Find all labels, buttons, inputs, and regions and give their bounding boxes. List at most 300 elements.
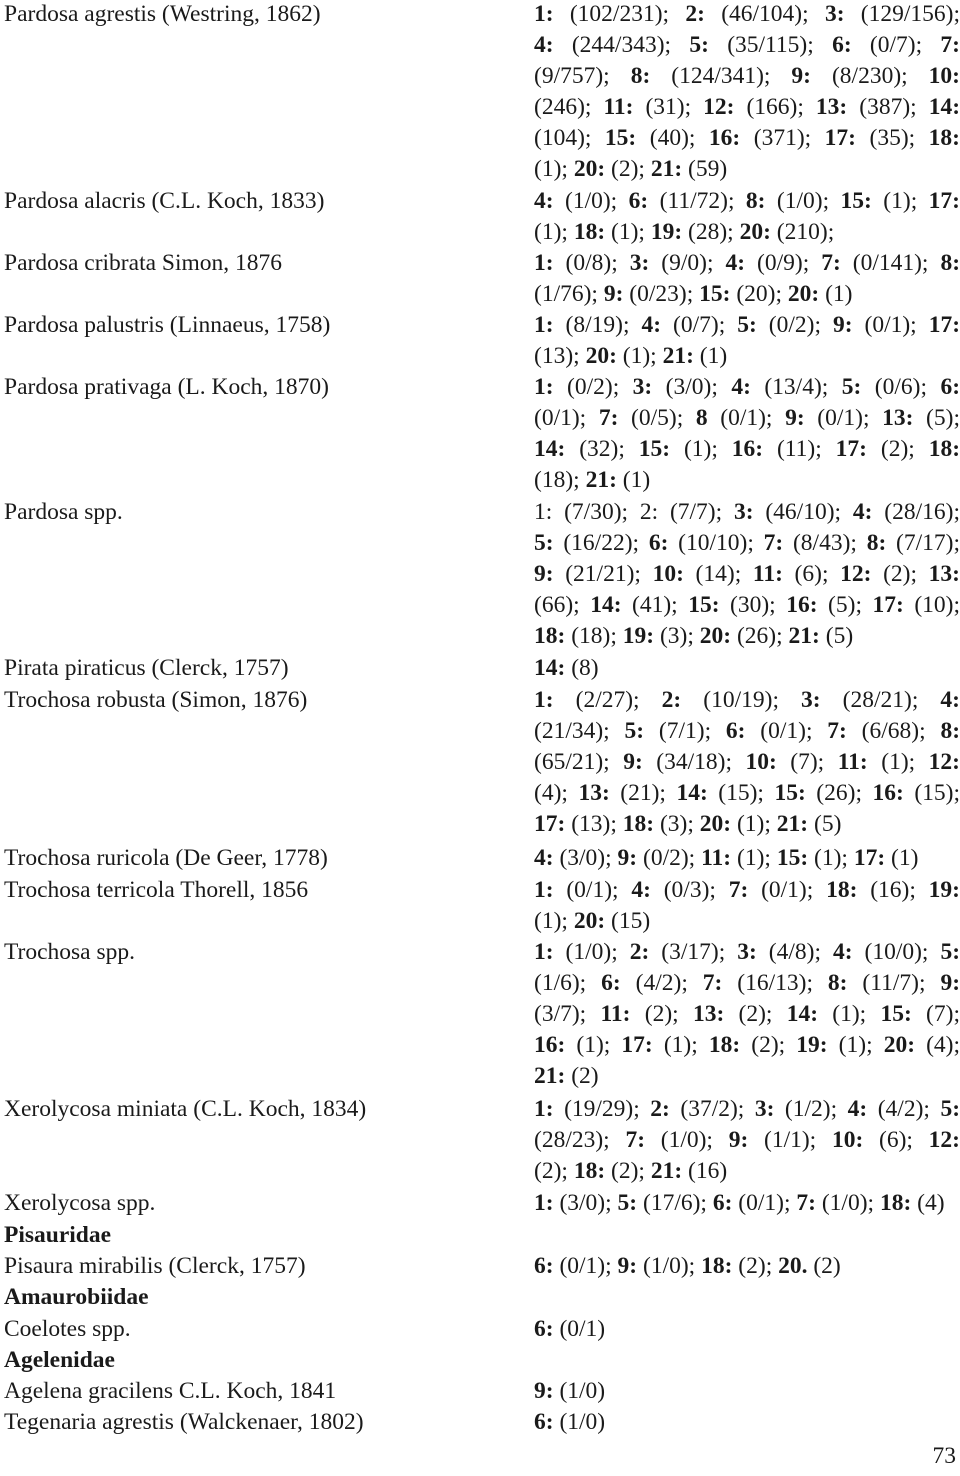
count-value: (0/1); bbox=[707, 405, 786, 431]
site-number: 20. bbox=[778, 1253, 808, 1279]
site-counts bbox=[534, 1407, 960, 1438]
site-number: 17: bbox=[621, 1032, 653, 1058]
site-number: 5: bbox=[624, 718, 645, 744]
site-number: 9: bbox=[617, 1253, 638, 1279]
site-counts-line bbox=[534, 747, 960, 778]
site-counts-line bbox=[534, 809, 960, 840]
site-counts-line bbox=[534, 906, 960, 937]
count-value: (0/6); bbox=[861, 374, 941, 400]
site-counts-line bbox=[534, 653, 960, 684]
count-value: (6); bbox=[863, 1127, 929, 1153]
site-counts-line bbox=[534, 497, 960, 528]
site-counts-line bbox=[534, 1188, 960, 1219]
site-counts-line bbox=[534, 875, 960, 906]
count-value: (21/34); bbox=[534, 718, 625, 744]
site-number: 15: bbox=[840, 188, 872, 214]
site-number: 5: bbox=[689, 32, 709, 58]
count-value: (34/18); bbox=[642, 749, 746, 775]
count-value: (13/4); bbox=[750, 374, 842, 400]
site-number: 8: bbox=[940, 718, 960, 744]
count-value: (0/141); bbox=[840, 250, 941, 276]
site-number: 11: bbox=[752, 561, 783, 587]
site-counts bbox=[534, 1376, 960, 1407]
site-number: 16: bbox=[872, 780, 904, 806]
site-number: 13: bbox=[578, 780, 610, 806]
species-row bbox=[4, 843, 960, 874]
species-row bbox=[4, 1407, 960, 1438]
count-value: (0/2); bbox=[553, 374, 633, 400]
site-number: 18: bbox=[534, 623, 566, 649]
species-row bbox=[4, 1188, 960, 1219]
site-number: 2: bbox=[661, 687, 682, 713]
count-value: (28/16); bbox=[872, 499, 960, 525]
count-value: (210); bbox=[770, 219, 835, 245]
site-number: 17: bbox=[534, 811, 566, 837]
site-number: 10: bbox=[831, 1127, 864, 1153]
count-value: (10/19); bbox=[681, 687, 802, 713]
site-number: 4: bbox=[725, 250, 746, 276]
site-number: 20: bbox=[739, 219, 771, 245]
species-row bbox=[4, 685, 960, 840]
site-number: 4: bbox=[832, 939, 853, 965]
count-value: (40); bbox=[636, 125, 709, 151]
count-value: (0/2); bbox=[756, 312, 833, 338]
family-heading-row bbox=[4, 1220, 960, 1251]
site-counts bbox=[534, 0, 960, 185]
site-number: 7: bbox=[796, 1190, 816, 1216]
count-value: (9/757); bbox=[534, 63, 631, 89]
species-row bbox=[4, 1094, 960, 1187]
site-counts-line bbox=[534, 716, 960, 747]
count-value: (166); bbox=[734, 94, 816, 120]
count-value: (1) bbox=[819, 281, 853, 307]
species-row bbox=[4, 186, 960, 248]
site-number: 19: bbox=[650, 219, 683, 245]
count-value: (15); bbox=[707, 780, 775, 806]
species-name: Tegenaria agrestis (Walckenaer, 1802) bbox=[4, 1409, 364, 1435]
count-value: (2); bbox=[871, 561, 929, 587]
count-value: (1) bbox=[693, 343, 728, 369]
site-counts-line bbox=[534, 621, 960, 652]
count-value: (19/29); bbox=[553, 1096, 651, 1122]
page-number: 73 bbox=[932, 1443, 956, 1469]
site-counts-line bbox=[534, 248, 960, 279]
site-number: 9: bbox=[617, 845, 638, 871]
site-number: 21: bbox=[534, 1063, 566, 1089]
site-number: 11: bbox=[837, 749, 868, 775]
site-number: 7: bbox=[598, 405, 619, 431]
count-value: (1/2); bbox=[774, 1096, 848, 1122]
site-number: 4: bbox=[534, 845, 554, 871]
species-row bbox=[4, 372, 960, 496]
site-number: 9: bbox=[728, 1127, 749, 1153]
count-value: (1); bbox=[731, 845, 777, 871]
site-number: 9: bbox=[534, 561, 554, 587]
site-number: 9: bbox=[623, 749, 643, 775]
site-number: 16: bbox=[534, 1032, 566, 1058]
site-number: 5: bbox=[737, 312, 757, 338]
site-number: 10: bbox=[745, 749, 777, 775]
site-number: 1: bbox=[534, 939, 554, 965]
count-value: (1) bbox=[616, 467, 651, 493]
count-value: (2); bbox=[724, 1001, 787, 1027]
site-counts bbox=[534, 875, 960, 937]
species-name: Xerolycosa spp. bbox=[4, 1190, 156, 1216]
site-number: 15: bbox=[776, 845, 809, 871]
species-name: Pardosa spp. bbox=[4, 499, 123, 525]
site-number: 19: bbox=[796, 1032, 828, 1058]
count-value: (129/156); bbox=[844, 1, 960, 27]
count-value: (7); bbox=[911, 1001, 960, 1027]
site-counts bbox=[534, 1094, 960, 1187]
count-value: (65/21); bbox=[534, 749, 624, 775]
site-number: 18: bbox=[826, 877, 858, 903]
count-value: (10/0); bbox=[852, 939, 941, 965]
site-number: 4: bbox=[731, 374, 751, 400]
count-value: (1/0) bbox=[553, 1409, 606, 1435]
count-value: (1); bbox=[871, 188, 929, 214]
species-row bbox=[4, 937, 960, 1092]
site-number: 17: bbox=[835, 436, 867, 462]
count-value: (1); bbox=[605, 219, 651, 245]
site-counts bbox=[534, 843, 960, 874]
count-value: (7/17); bbox=[886, 530, 960, 556]
count-value: (30); bbox=[719, 592, 787, 618]
count-value: (1/76); bbox=[534, 281, 604, 307]
species-name: Pardosa palustris (Linnaeus, 1758) bbox=[4, 312, 331, 338]
count-value: (17/6); bbox=[637, 1190, 713, 1216]
count-value: (0/2); bbox=[637, 845, 702, 871]
count-value: (35/115); bbox=[708, 32, 833, 58]
count-value: (2); bbox=[605, 156, 651, 182]
count-value: (0/5); bbox=[618, 405, 696, 431]
site-number: 3: bbox=[629, 250, 650, 276]
site-number: 13: bbox=[882, 405, 914, 431]
site-counts bbox=[534, 1251, 960, 1282]
site-number: 6: bbox=[534, 1316, 554, 1342]
site-counts bbox=[534, 1188, 960, 1219]
species-name: Trochosa spp. bbox=[4, 939, 136, 965]
count-value: (1); bbox=[867, 749, 929, 775]
site-counts-line bbox=[534, 92, 960, 123]
count-value: (16); bbox=[857, 877, 929, 903]
count-value: (37/2); bbox=[669, 1096, 755, 1122]
site-number: 15: bbox=[604, 125, 637, 151]
count-value: (1/0); bbox=[645, 1127, 729, 1153]
site-counts-line bbox=[534, 968, 960, 999]
site-number: 1: bbox=[534, 1, 554, 27]
site-number: 18: bbox=[573, 1158, 606, 1184]
site-number: 1: bbox=[534, 312, 554, 338]
site-number: 10: bbox=[928, 63, 960, 89]
count-value: (1/1); bbox=[748, 1127, 832, 1153]
site-counts bbox=[534, 372, 960, 496]
site-number: 4: bbox=[631, 877, 651, 903]
site-number: 18: bbox=[879, 1190, 912, 1216]
site-counts-line bbox=[534, 30, 960, 61]
count-value: (3/0); bbox=[553, 1190, 618, 1216]
site-number: 13: bbox=[692, 1001, 725, 1027]
site-number: 18: bbox=[622, 811, 655, 837]
count-value: (1); bbox=[818, 1001, 881, 1027]
site-counts-line bbox=[534, 590, 960, 621]
site-counts bbox=[534, 497, 960, 652]
count-value: (2) bbox=[565, 1063, 599, 1089]
site-number: 9: bbox=[785, 405, 805, 431]
count-value: (0/1); bbox=[804, 405, 883, 431]
site-number: 3: bbox=[632, 374, 653, 400]
count-value: (13); bbox=[534, 343, 586, 369]
count-value: (16/22); bbox=[553, 530, 649, 556]
site-number: 3: bbox=[754, 1096, 775, 1122]
count-value: (1/0); bbox=[553, 188, 629, 214]
count-value: (4/2); bbox=[620, 970, 703, 996]
site-number: 12: bbox=[928, 1127, 960, 1153]
site-number: 12: bbox=[703, 94, 735, 120]
species-row bbox=[4, 1251, 960, 1282]
site-number: 20: bbox=[585, 343, 617, 369]
site-number: 1: bbox=[534, 877, 554, 903]
site-counts-line bbox=[534, 154, 960, 185]
count-value: (124/341); bbox=[650, 63, 792, 89]
site-number: 15: bbox=[774, 780, 806, 806]
count-value: (1/0) bbox=[553, 1378, 606, 1404]
family-name: Amaurobiidae bbox=[4, 1284, 149, 1310]
species-row bbox=[4, 0, 960, 185]
count-value: (0/1); bbox=[745, 718, 828, 744]
site-number: 10: bbox=[652, 561, 684, 587]
site-number: 7: bbox=[702, 970, 723, 996]
site-number: 14: bbox=[676, 780, 708, 806]
species-name: Pardosa alacris (C.L. Koch, 1833) bbox=[4, 188, 325, 214]
count-value: (32); bbox=[565, 436, 639, 462]
count-value: (2); bbox=[534, 1158, 574, 1184]
count-value: (3/7); bbox=[534, 1001, 601, 1027]
count-value: (3/17); bbox=[649, 939, 738, 965]
site-number: 6: bbox=[940, 374, 960, 400]
count-value: (2); bbox=[605, 1158, 651, 1184]
site-number: 6: bbox=[725, 718, 746, 744]
site-number: 3: bbox=[824, 1, 845, 27]
count-value: (0/8); bbox=[553, 250, 630, 276]
count-value: (21); bbox=[609, 780, 677, 806]
site-number: 14: bbox=[786, 1001, 819, 1027]
site-counts-line bbox=[534, 685, 960, 716]
count-value: (2); bbox=[630, 1001, 693, 1027]
site-number: 8: bbox=[630, 63, 651, 89]
count-value: (28/21); bbox=[820, 687, 941, 713]
count-value: (1); bbox=[534, 219, 574, 245]
site-number: 18: bbox=[708, 1032, 741, 1058]
site-counts-line bbox=[534, 1314, 960, 1345]
site-number: 6: bbox=[648, 530, 669, 556]
site-number: 16: bbox=[731, 436, 764, 462]
site-number: 20: bbox=[787, 281, 820, 307]
site-number: 3: bbox=[801, 687, 821, 713]
site-number: 6: bbox=[712, 1190, 733, 1216]
site-number: 7: bbox=[763, 530, 784, 556]
site-number: 21: bbox=[776, 811, 809, 837]
site-counts-line bbox=[534, 999, 960, 1030]
site-number: 5: bbox=[534, 530, 554, 556]
site-number: 4: bbox=[534, 32, 554, 58]
count-value: (1); bbox=[808, 845, 854, 871]
site-counts-line bbox=[534, 1030, 960, 1061]
count-value: (15) bbox=[605, 908, 651, 934]
site-counts-line bbox=[534, 217, 960, 248]
count-value: (5); bbox=[913, 405, 960, 431]
count-value: (26); bbox=[731, 623, 789, 649]
site-number: 9: bbox=[791, 63, 811, 89]
species-name: Pardosa cribrata Simon, 1876 bbox=[4, 250, 283, 276]
count-value: (3/0); bbox=[652, 374, 732, 400]
count-value: (11/7); bbox=[847, 970, 941, 996]
count-value: (102/231); bbox=[553, 1, 686, 27]
count-value: (1); bbox=[534, 908, 574, 934]
species-name: Trochosa terricola Thorell, 1856 bbox=[4, 877, 309, 903]
count-value: (104); bbox=[534, 125, 605, 151]
count-value: (4/8); bbox=[756, 939, 833, 965]
site-number: 15: bbox=[688, 592, 720, 618]
site-number: 20: bbox=[699, 623, 732, 649]
site-counts-line bbox=[534, 937, 960, 968]
site-number: 6: bbox=[534, 1253, 554, 1279]
site-number: 6: bbox=[832, 32, 852, 58]
count-value: (1); bbox=[565, 1032, 622, 1058]
count-value: (13); bbox=[565, 811, 623, 837]
count-value: (3); bbox=[654, 623, 700, 649]
count-value: (41); bbox=[621, 592, 689, 618]
site-number: 11: bbox=[600, 1001, 631, 1027]
site-number: 1: bbox=[534, 374, 554, 400]
site-number: 21: bbox=[650, 156, 683, 182]
site-number: 14: bbox=[590, 592, 622, 618]
site-number: 11: bbox=[701, 845, 732, 871]
site-number: 14: bbox=[534, 436, 566, 462]
species-name: Xerolycosa miniata (C.L. Koch, 1834) bbox=[4, 1096, 367, 1122]
family-name: Agelenidae bbox=[4, 1347, 115, 1373]
count-value: (0/23); bbox=[623, 281, 700, 307]
site-number: 9: bbox=[940, 970, 960, 996]
count-value: (4) bbox=[911, 1190, 945, 1216]
count-value: (18); bbox=[565, 623, 623, 649]
site-number: 19: bbox=[622, 623, 655, 649]
species-row bbox=[4, 310, 960, 372]
count-value: (9/0); bbox=[649, 250, 726, 276]
site-number: 5: bbox=[940, 939, 960, 965]
site-number: 17: bbox=[928, 188, 960, 214]
site-number: 20: bbox=[883, 1032, 916, 1058]
count-value: (8/19); bbox=[553, 312, 642, 338]
site-number: 1: bbox=[534, 250, 554, 276]
count-value: (10); bbox=[903, 592, 960, 618]
count-value: (10/10); bbox=[668, 530, 764, 556]
site-counts-line bbox=[534, 559, 960, 590]
site-number: 1: bbox=[534, 1096, 554, 1122]
site-number: 17: bbox=[872, 592, 904, 618]
species-row bbox=[4, 1376, 960, 1407]
count-value: (2); bbox=[867, 436, 929, 462]
count-value: (14); bbox=[683, 561, 753, 587]
site-number: 13: bbox=[928, 561, 960, 587]
site-counts-line bbox=[534, 1251, 960, 1282]
site-number: 18: bbox=[928, 436, 960, 462]
site-number: 19: bbox=[928, 877, 960, 903]
site-counts-line bbox=[534, 1376, 960, 1407]
site-number: 16: bbox=[708, 125, 741, 151]
site-counts-line bbox=[534, 186, 960, 217]
site-number: 7: bbox=[940, 32, 960, 58]
site-number: 3: bbox=[737, 939, 757, 965]
count-value: (4); bbox=[534, 780, 579, 806]
species-row bbox=[4, 875, 960, 937]
count-value: (1); bbox=[652, 1032, 709, 1058]
count-value: (1); bbox=[731, 811, 777, 837]
site-number: 1: bbox=[534, 687, 554, 713]
count-value: (11/72); bbox=[648, 188, 746, 214]
site-number: 7: bbox=[625, 1127, 646, 1153]
count-value: (8/230); bbox=[811, 63, 929, 89]
site-number: 14: bbox=[928, 94, 960, 120]
count-value: (46/10); bbox=[753, 499, 853, 525]
count-value: (0/7); bbox=[661, 312, 738, 338]
site-number: 20: bbox=[699, 811, 732, 837]
species-row bbox=[4, 1314, 960, 1345]
count-value: (20); bbox=[730, 281, 788, 307]
site-number: 12: bbox=[840, 561, 872, 587]
site-number: 17: bbox=[824, 125, 856, 151]
count-value: (5) bbox=[808, 811, 842, 837]
count-value: (18); bbox=[534, 467, 586, 493]
site-number: 18: bbox=[573, 219, 606, 245]
site-number: 17: bbox=[928, 312, 960, 338]
site-counts-line bbox=[534, 310, 960, 341]
site-counts-line bbox=[534, 1061, 960, 1092]
count-value: (3/0); bbox=[553, 845, 618, 871]
count-value: (26); bbox=[805, 780, 873, 806]
count-value: (35); bbox=[856, 125, 929, 151]
site-number: 7: bbox=[728, 877, 749, 903]
site-counts-line bbox=[534, 1156, 960, 1187]
site-number: 21: bbox=[788, 623, 820, 649]
count-value: (28); bbox=[682, 219, 740, 245]
count-value: (4/2); bbox=[867, 1096, 941, 1122]
site-number: 5: bbox=[617, 1190, 638, 1216]
site-number: 15: bbox=[638, 436, 671, 462]
site-counts bbox=[534, 186, 960, 248]
count-value: (1/6); bbox=[534, 970, 602, 996]
site-counts bbox=[534, 248, 960, 310]
site-counts-line bbox=[534, 372, 960, 403]
site-counts-line bbox=[534, 341, 960, 372]
count-value: (1/0); bbox=[765, 188, 841, 214]
count-value: (246); bbox=[534, 94, 604, 120]
count-value: (8) bbox=[565, 655, 599, 681]
site-number: 7: bbox=[827, 718, 847, 744]
count-value: (0/1); bbox=[534, 405, 599, 431]
site-counts-line bbox=[534, 61, 960, 92]
site-number: 4: bbox=[534, 188, 554, 214]
count-value: (3); bbox=[654, 811, 700, 837]
site-number: 11: bbox=[603, 94, 634, 120]
site-number: 20: bbox=[573, 156, 606, 182]
family-heading-row bbox=[4, 1345, 960, 1376]
site-counts-line bbox=[534, 1094, 960, 1125]
count-value: (16) bbox=[682, 1158, 728, 1184]
count-value: (0/1); bbox=[732, 1190, 797, 1216]
count-value: (2/27); bbox=[553, 687, 662, 713]
count-value: (1/0); bbox=[815, 1190, 880, 1216]
